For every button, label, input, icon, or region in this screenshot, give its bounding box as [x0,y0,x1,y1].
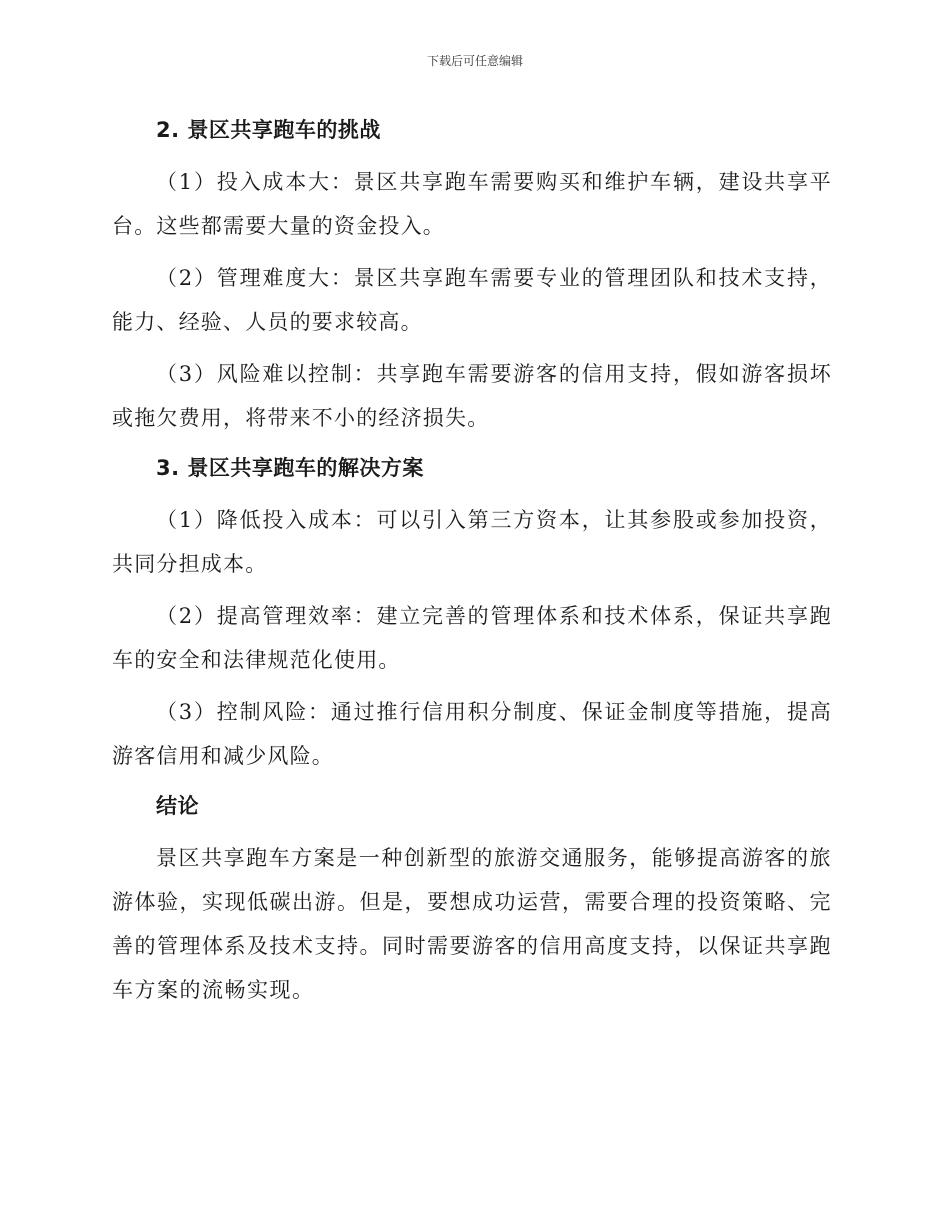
section-3-item-2: （2）提高管理效率：建立完善的管理体系和技术体系，保证共享跑车的安全和法律规范化使用。 [112,604,832,672]
section-3-heading: 3. 景区共享跑车的解决方案 [156,456,424,480]
section-3-item-1: （1）降低投入成本：可以引入第三方资本，让其参股或参加投资，共同分担成本。 [112,508,832,576]
section-2-item-3: （3）风险难以控制：共享跑车需要游客的信用支持，假如游客损坏或拖欠费用，将带来不小的经济损失。 [112,362,832,430]
document-body [112,110,832,1020]
page-header: 下载后可任意编辑 [426,54,523,68]
section-2-item-1: （1）投入成本大：景区共享跑车需要购买和维护车辆，建设共享平台。这些都需要大量的资金投入。 [112,170,832,238]
section-2-heading: 2. 景区共享跑车的挑战 [156,118,381,142]
conclusion-heading: 结论 [156,794,199,818]
section-3-item-3: （3）控制风险：通过推行信用积分制度、保证金制度等措施，提高游客信用和减少风险。 [112,700,832,768]
conclusion-body: 景区共享跑车方案是一种创新型的旅游交通服务，能够提高游客的旅游体验，实现低碳出游。但是，要想成功运营，需要合理的投资策略、完善的管理体系及技术支持。同时需要游客的信用高度支持，以保证共享跑车方案的流畅实现。 [112,846,832,1002]
section-2-item-2: （2）管理难度大：景区共享跑车需要专业的管理团队和技术支持，能力、经验、人员的要求较高。 [112,266,832,334]
